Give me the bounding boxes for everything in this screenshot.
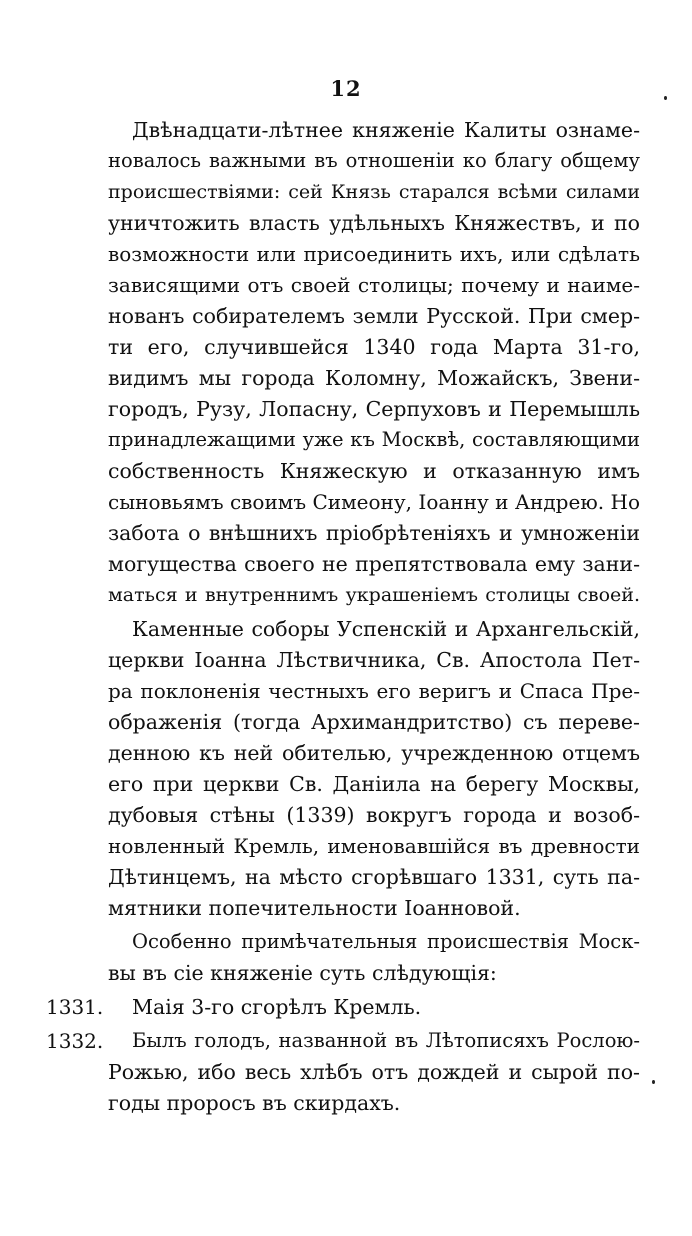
text-line: его при церкви Св. Даніила на берегу Москвы,	[108, 772, 640, 796]
text-line: происшествіями: сей Князь старался всѣми силами	[108, 181, 640, 203]
scan-speck	[652, 1080, 655, 1084]
text-line: видимъ мы города Коломну, Можайскъ, Звени-	[108, 366, 640, 390]
text-line: новленный Кремль, именовавшійся въ древности	[108, 834, 640, 858]
text-line: Двѣнадцати-лѣтнее княженіе Калиты ознаме-	[132, 118, 640, 142]
text-line: зависящими отъ своей столицы; почему и наиме-	[108, 273, 640, 297]
text-line: денною къ ней обителью, учрежденною отцемъ	[108, 741, 640, 765]
text-line: маться и внутреннимъ украшеніемъ столицы своей.	[108, 584, 640, 606]
text-line: Маія 3-го сгорѣлъ Кремль.	[132, 995, 422, 1019]
text-line: церкви Іоанна Лѣствичника, Св. Апостола Пет-	[108, 648, 640, 672]
page-number: 12	[330, 76, 362, 101]
text-line: возможности или присоединить ихъ, или сдѣлать	[108, 242, 640, 266]
text-line: Дѣтинцемъ, на мѣсто сгорѣвшаго 1331, суть па-	[108, 865, 640, 889]
text-line: уничтожить власть удѣльныхъ Княжествъ, и по	[108, 211, 640, 235]
text-line: вы въ сіе княженіе суть слѣдующія:	[108, 961, 497, 985]
text-line: ображенія (тогда Архимандритство) съ переве-	[108, 710, 640, 734]
text-line: могущества своего не препятствовала ему зани-	[108, 552, 640, 576]
text-line: ти его, случившейся 1340 года Марта 31-го,	[108, 335, 640, 359]
text-line: принадлежащими уже къ Москвѣ, составляющими	[108, 428, 640, 451]
text-line: нованъ собирателемъ земли Русской. При смер-	[108, 304, 640, 328]
text-line: городъ, Рузу, Лопасну, Серпуховъ и Перемышль	[108, 397, 640, 421]
text-line: ра поклоненія честныхъ его веригъ и Спаса Пре-	[108, 679, 640, 703]
scan-speck	[664, 96, 667, 100]
text-line: Рожью, ибо весь хлѣбъ отъ дождей и сырой по-	[108, 1060, 640, 1084]
text-line: собственность Княжескую и отказанную имъ	[108, 459, 640, 483]
text-line: Каменные соборы Успенскій и Архангельскій,	[132, 617, 640, 641]
text-line: Былъ голодъ, названной въ Лѣтописяхъ Рослою-	[132, 1029, 640, 1052]
text-line: новалось важными въ отношеніи ко благу общему	[108, 149, 640, 172]
margin-year: 1332.	[46, 1029, 104, 1053]
text-line: забота о внѣшнихъ пріобрѣтеніяхъ и умноженіи	[108, 521, 640, 545]
text-line: сыновьямъ своимъ Симеону, Іоанну и Андрею. Но	[108, 490, 640, 514]
text-line: мятники попечительности Іоанновой.	[108, 896, 521, 920]
text-line: Особенно примѣчательныя происшествія Моск-	[132, 930, 640, 953]
margin-year: 1331.	[46, 995, 104, 1019]
text-line: дубовыя стѣны (1339) вокругъ города и возоб-	[108, 803, 640, 827]
text-line: годы проросъ въ скирдахъ.	[108, 1091, 401, 1115]
